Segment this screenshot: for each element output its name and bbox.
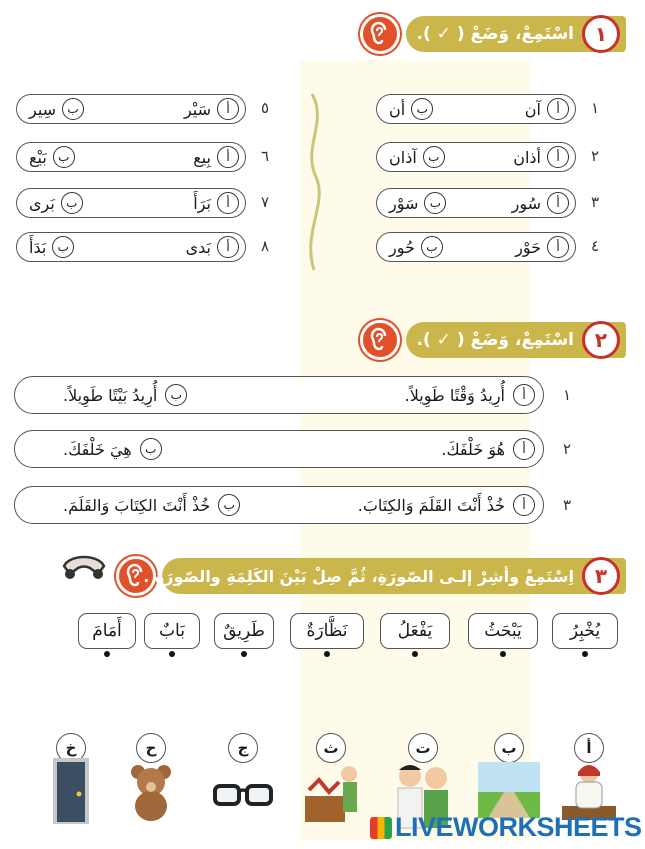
option-a-circle[interactable]: أ xyxy=(547,236,569,258)
option-b-text: بَيْع xyxy=(29,147,47,167)
section-1-number: ١ xyxy=(582,15,620,53)
picture-tag-7: خ xyxy=(56,733,86,763)
s1-choice-row-1 xyxy=(376,94,576,124)
section-1-header xyxy=(406,16,626,52)
option-b-circle[interactable]: ب xyxy=(218,494,240,516)
eyeglasses-icon[interactable] xyxy=(212,778,274,816)
boy-searching-box-icon[interactable] xyxy=(299,760,363,828)
s1-item-number: ٨ xyxy=(260,237,270,255)
option-b-circle[interactable]: ب xyxy=(411,98,433,120)
option-b-text: بَرى xyxy=(29,193,55,213)
word-box-3[interactable]: يَفْعَلُ xyxy=(380,613,450,649)
picture-tag-1: أ xyxy=(574,733,604,763)
option-b[interactable] xyxy=(29,98,84,120)
picture-tag-6: ح xyxy=(136,733,166,763)
option-b-circle[interactable]: ب xyxy=(423,146,445,168)
option-a[interactable] xyxy=(193,192,239,214)
s1-item-number: ٤ xyxy=(590,237,600,255)
option-a[interactable] xyxy=(441,438,535,460)
option-b-text: سَوْر xyxy=(389,193,419,213)
brand-text: LIVEWORKSHEETS xyxy=(395,812,642,842)
option-a-text: بَدى xyxy=(185,237,211,257)
option-b-text: أُرِيدُ بَيْتًا طَوِيلاً. xyxy=(63,385,158,405)
word-connect-dot[interactable] xyxy=(582,651,588,657)
s1-choice-row-2 xyxy=(376,142,576,172)
logo-mark-icon xyxy=(370,817,392,839)
option-a[interactable] xyxy=(184,98,239,120)
s1-item-number: ٧ xyxy=(260,193,270,211)
option-a-text: هُوَ خَلْفَكَ. xyxy=(441,439,505,459)
option-b-text: سِير xyxy=(29,99,57,119)
option-b[interactable] xyxy=(29,146,75,168)
option-b-text: هِيَ خَلْفَكَ. xyxy=(63,439,132,459)
s2-sentence-row-2 xyxy=(14,430,544,468)
option-a[interactable] xyxy=(358,494,535,516)
listen-ear-icon-2[interactable] xyxy=(360,320,400,360)
option-b-circle[interactable]: ب xyxy=(421,236,443,258)
option-b-circle[interactable]: ب xyxy=(52,236,74,258)
option-b[interactable] xyxy=(63,438,162,460)
option-a-circle[interactable]: أ xyxy=(513,384,535,406)
section-3-title: اِسْتَمِعْ وأشِرْ إلـى الصّورَةِ، ثُمَّ صِلْ بَيْنَ الكَلِمَةِ والصّورَةِ . xyxy=(143,566,574,586)
option-a-text: خُذْ أَنْتَ القَلَمَ وَالكِتَابَ. xyxy=(357,495,505,515)
option-b[interactable] xyxy=(389,146,445,168)
word-connect-dot[interactable] xyxy=(412,651,418,657)
option-a-circle[interactable]: أ xyxy=(217,146,239,168)
option-a-text: أذان xyxy=(513,147,541,167)
option-b[interactable] xyxy=(63,384,187,406)
option-a[interactable] xyxy=(193,146,239,168)
option-b[interactable] xyxy=(389,236,443,258)
s2-item-number: ٣ xyxy=(562,496,572,514)
option-b-text: بَدَأَ xyxy=(29,237,47,257)
s1-item-number: ١ xyxy=(590,99,600,117)
s2-sentence-row-1 xyxy=(14,376,544,414)
s1-item-number: ٣ xyxy=(590,193,600,211)
option-b[interactable] xyxy=(29,236,74,258)
option-a-text: أُرِيدُ وَقْتًا طَوِيلاً. xyxy=(404,385,505,405)
word-box-7[interactable]: أَمَامَ xyxy=(78,613,136,649)
phone-handset-icon xyxy=(58,552,110,592)
option-a-circle[interactable]: أ xyxy=(547,146,569,168)
option-a[interactable] xyxy=(513,146,569,168)
word-connect-dot[interactable] xyxy=(500,651,506,657)
s1-choice-row-6 xyxy=(16,142,246,172)
s2-item-number: ١ xyxy=(562,386,572,404)
s1-item-number: ٦ xyxy=(260,147,270,165)
option-b-text: خُذْ أَنْتَ الكِتَابَ وَالقَلَمَ. xyxy=(63,495,211,515)
section-2-header xyxy=(406,322,626,358)
option-b[interactable] xyxy=(389,192,446,214)
picture-tag-5: ج xyxy=(228,733,258,763)
s1-choice-row-7 xyxy=(16,188,246,218)
option-a-circle[interactable]: أ xyxy=(217,98,239,120)
s1-item-number: ٢ xyxy=(590,147,600,165)
option-b-circle[interactable]: ب xyxy=(165,384,187,406)
word-box-4[interactable]: نَظَّارَةٌ xyxy=(290,613,364,649)
option-a-text: سُور xyxy=(511,193,541,213)
option-b-text: آذان xyxy=(389,147,417,167)
section-3-number: ٣ xyxy=(582,557,620,595)
option-a-circle[interactable]: أ xyxy=(547,192,569,214)
s1-choice-row-5 xyxy=(16,94,246,124)
option-a-circle[interactable]: أ xyxy=(513,494,535,516)
option-b-circle[interactable]: ب xyxy=(424,192,446,214)
option-a-text: حَوْر xyxy=(515,237,541,257)
word-connect-dot[interactable] xyxy=(241,651,247,657)
section-3-header xyxy=(143,558,626,594)
option-a[interactable] xyxy=(525,98,569,120)
option-a-text: بِيع xyxy=(193,147,211,167)
option-a[interactable] xyxy=(405,384,535,406)
option-a-text: سَيْر xyxy=(183,99,211,119)
liveworksheets-logo xyxy=(370,812,642,843)
option-a[interactable] xyxy=(512,192,569,214)
option-a-text: بَرَأَ xyxy=(193,193,211,213)
s2-sentence-row-3 xyxy=(14,486,544,524)
option-b[interactable] xyxy=(389,98,433,120)
option-a-circle[interactable]: أ xyxy=(547,98,569,120)
s1-choice-row-4 xyxy=(376,232,576,262)
option-a[interactable] xyxy=(186,236,239,258)
word-connect-dot[interactable] xyxy=(169,651,175,657)
option-b-circle[interactable]: ب xyxy=(53,146,75,168)
option-a-circle[interactable]: أ xyxy=(217,192,239,214)
word-box-1[interactable]: يُخْبِرُ xyxy=(552,613,618,649)
picture-tag-2: ب xyxy=(494,733,524,763)
option-b[interactable] xyxy=(29,192,83,214)
listen-ear-icon[interactable] xyxy=(360,14,400,54)
option-b-circle[interactable]: ب xyxy=(140,438,162,460)
word-box-5[interactable]: طَرِيقٌ xyxy=(214,613,274,649)
s1-choice-row-8 xyxy=(16,232,246,262)
picture-tag-3: ت xyxy=(408,733,438,763)
word-box-6[interactable]: بَابٌ xyxy=(144,613,200,649)
option-b-circle[interactable]: ب xyxy=(61,192,83,214)
teddy-bear-icon[interactable] xyxy=(122,762,180,826)
picture-tag-4: ث xyxy=(316,733,346,763)
door-icon[interactable] xyxy=(51,756,91,830)
option-b-text: أن xyxy=(389,99,406,119)
option-b-text: حُور xyxy=(389,237,415,257)
option-b-circle[interactable]: ب xyxy=(62,98,84,120)
s1-item-number: ٥ xyxy=(260,99,270,117)
option-b[interactable] xyxy=(63,494,240,516)
option-a-circle[interactable]: أ xyxy=(513,438,535,460)
section-2-title: اسْتَمِعْ، وَضَعْ ( ✓ ). xyxy=(416,330,574,350)
word-connect-dot[interactable] xyxy=(324,651,330,657)
word-connect-dot[interactable] xyxy=(104,651,110,657)
section-1-title: اسْتَمِعْ، وَضَعْ ( ✓ ). xyxy=(416,24,574,44)
option-a-text: آن xyxy=(524,99,541,119)
s1-choice-row-3 xyxy=(376,188,576,218)
option-a[interactable] xyxy=(515,236,569,258)
option-a-circle[interactable]: أ xyxy=(217,236,239,258)
wavy-divider xyxy=(300,92,330,272)
s2-item-number: ٢ xyxy=(562,440,572,458)
section-2-number: ٢ xyxy=(582,321,620,359)
word-box-2[interactable]: يَبْحَثُ xyxy=(468,613,538,649)
